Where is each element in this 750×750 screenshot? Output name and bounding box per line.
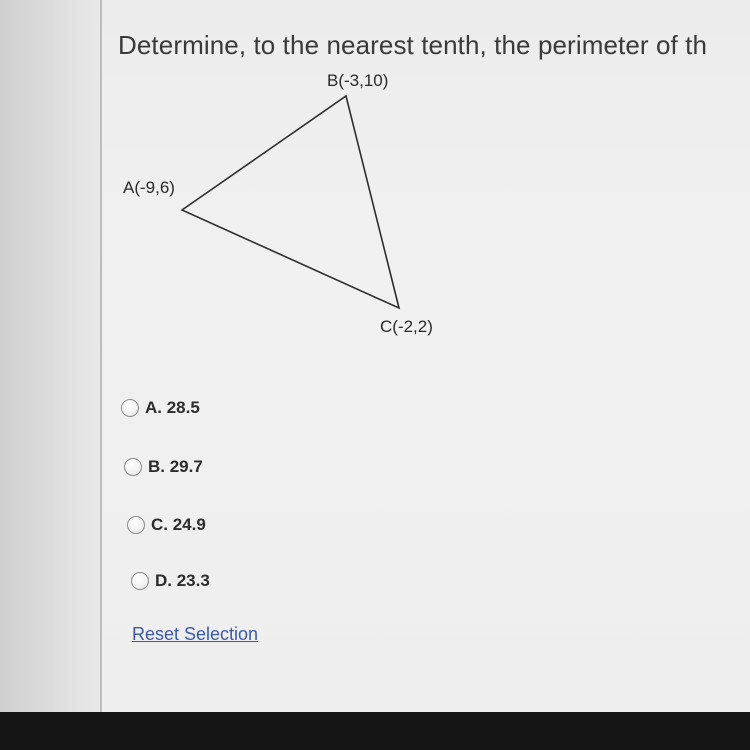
vertex-label-c: C(-2,2) <box>380 317 433 336</box>
reset-selection-link[interactable]: Reset Selection <box>132 624 259 644</box>
choice-a[interactable] <box>121 398 200 418</box>
choice-c[interactable] <box>127 515 206 535</box>
vertex-label-b: B(-3,10) <box>327 71 389 90</box>
choice-b-label: B. 29.7 <box>148 457 203 476</box>
choice-d-label: D. 23.3 <box>155 571 210 590</box>
radio-button-icon[interactable] <box>121 399 139 417</box>
choice-c-label: C. 24.9 <box>151 515 206 534</box>
radio-button-icon[interactable] <box>127 516 145 534</box>
question-text: Determine, to the nearest tenth, the perimeter of th <box>118 30 708 60</box>
vertex-label-a: A(-9,6) <box>123 178 175 197</box>
choice-a-label: A. 28.5 <box>145 398 200 417</box>
choice-d[interactable] <box>131 571 210 591</box>
screen-bottom-bezel <box>0 712 750 750</box>
radio-button-icon[interactable] <box>131 572 149 590</box>
radio-button-icon[interactable] <box>124 458 142 476</box>
choice-b[interactable] <box>124 457 203 477</box>
triangle-abc <box>182 96 399 308</box>
